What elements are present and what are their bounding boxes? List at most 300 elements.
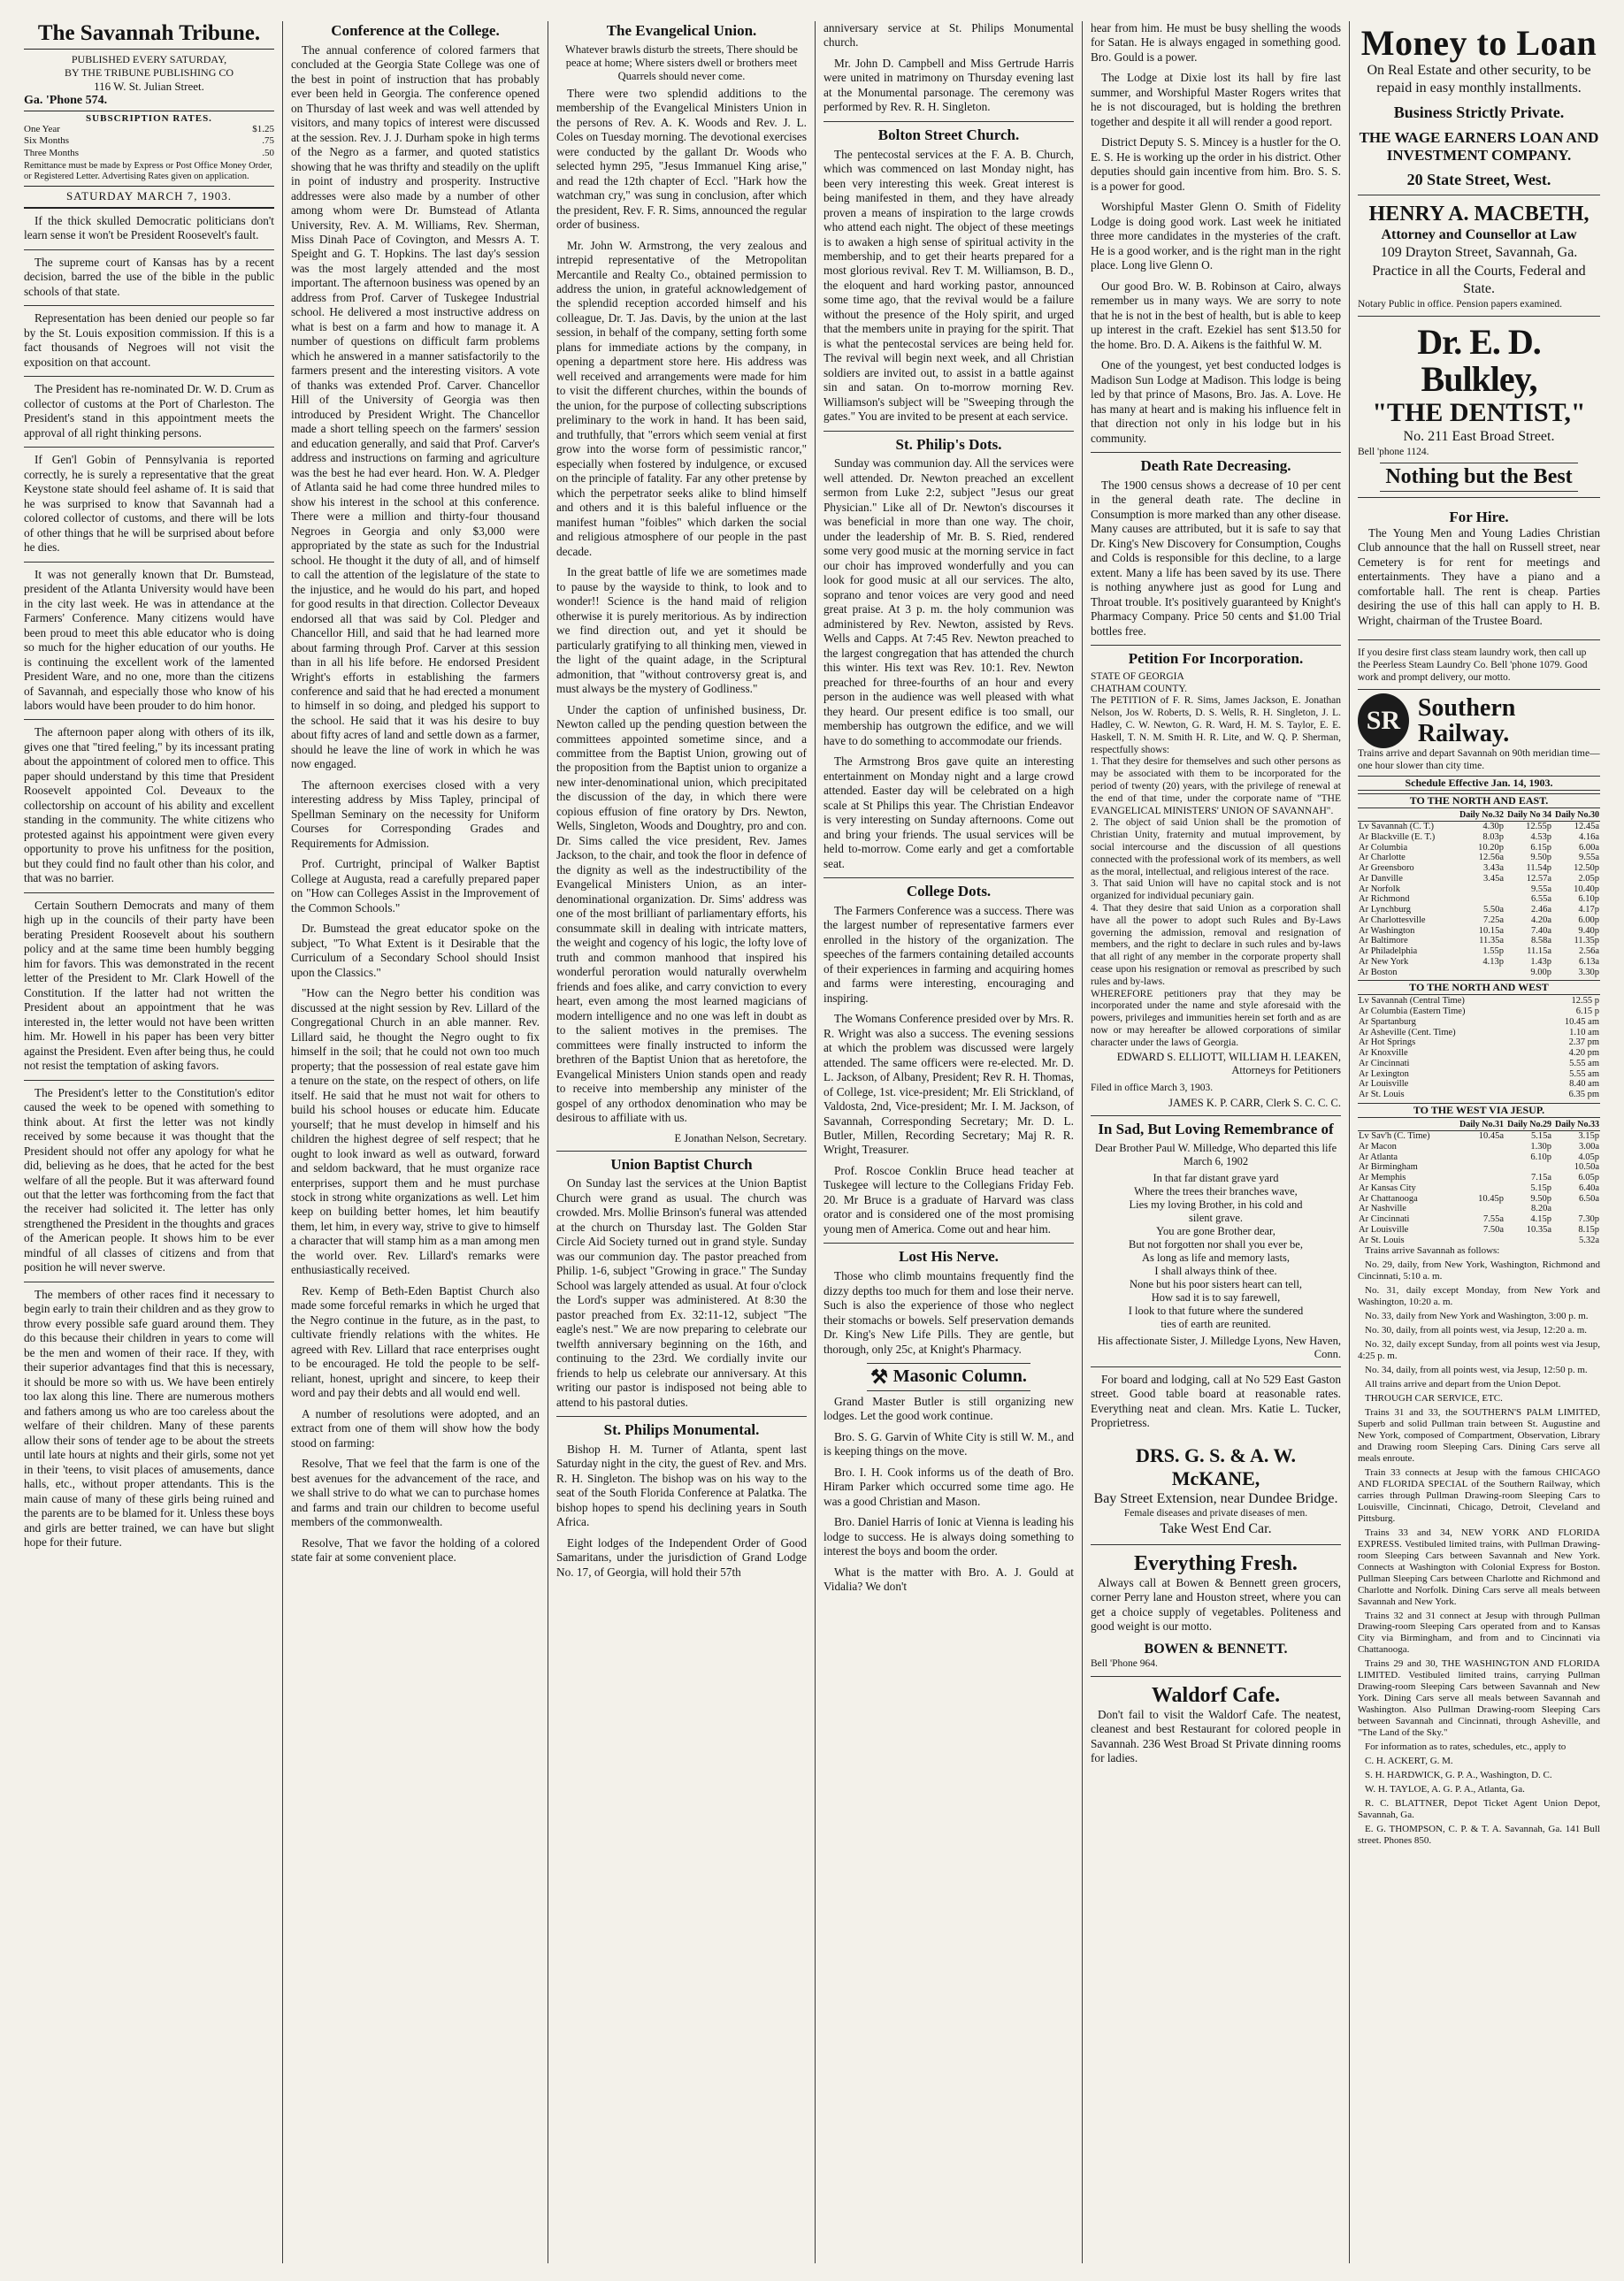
timetable-station: Ar Norfolk [1359, 884, 1400, 894]
timetable-note: R. C. BLATTNER, Depot Ticket Agent Union Depot, Savannah, Ga. [1358, 1798, 1600, 1820]
rate-row [24, 135, 274, 147]
article-heading: Lost His Nerve. [899, 1248, 999, 1266]
poem-line: But not forgotten nor shall you ever be, [1129, 1237, 1303, 1251]
railway-intro: Trains arrive and depart Savannah on 90th meridian time—one hour slower than city time. [1358, 748, 1600, 772]
article-paragraph: The Lodge at Dixie lost its hall by fire last summer, and Worshipful Master Rogers writes that he is not discouraged, but is holding the brethren together and despite it all will render a good report. [1091, 71, 1341, 128]
timetable-time: 4.16a [1578, 831, 1599, 842]
timetable-section-title: TO THE NORTH AND WEST [1358, 980, 1600, 995]
timetable-row [1358, 1048, 1600, 1059]
article-paragraph: The Womans Conference presided over by Mrs. R. R. Wright was also a success. The evening sessions at which the problem was discussed were largely attended. The same officers were re-elected. Mr. D. L. Jackson, of Albany, President; Rev R. H. Thomas, of College, 1st. vice-president; Mr. Eli Strickland, of Valdosta, 2nd, Vice-president; Mr. I. M. Jackson, of Savannah, Corresponding Secretary; Mr. D. L. Butler, Millen, Recording Secretary; Maj R. R. Wright, Treasurer. [823, 1012, 1074, 1157]
timetable-row [1358, 843, 1600, 853]
divider [823, 431, 1074, 432]
memorial-subtitle: Dear Brother Paul W. Milledge, Who departed this life March 6, 1902 [1094, 1141, 1337, 1167]
article-paragraph: One of the youngest, yet best conducted lodges is Madison Sun Lodge at Madison. This lodge is being led by that prince of Masons, Bro. Jas. A. Love. He has many at heart and is making his influence felt in that direction not only in his lodge but in his community. [1091, 358, 1341, 445]
timetable-body [1358, 996, 1600, 1100]
timetable-time [1457, 1183, 1505, 1194]
article-paragraph: What is the matter with Bro. A. J. Gould at Vidalia? We don't [823, 1565, 1074, 1594]
timetable-station: Ar Cincinnati [1359, 1058, 1410, 1068]
poem-line: In that far distant grave yard [1153, 1171, 1279, 1184]
article-paragraph: District Deputy S. S. Mincey is a hustler for the O. E. S. He is working up the order in his district. Other deputies should gain incentive from him. Bro. S. S. is a power for good. [1091, 135, 1341, 193]
divider [556, 1151, 807, 1152]
timetable-station: Ar Lexington [1359, 1068, 1409, 1079]
divider [24, 249, 274, 250]
timetable-notes [1358, 1245, 1600, 1847]
timetable-note: No. 31, daily except Monday, from New York and Washington, 10:20 a. m. [1358, 1285, 1600, 1308]
timetable-station: Ar Columbia [1359, 842, 1408, 853]
timetable-row [1358, 1059, 1600, 1069]
ad-text: Practice in all the Courts, Federal and State. [1372, 263, 1586, 297]
ad-text: If you desire first class steam laundry work, then call up the Peerless Steam Laundry Co. Bell 'phone 1079. Good work and prompt delivery, our motto. [1358, 647, 1588, 683]
timetable-station: Lv Savannah (Central Time) [1359, 996, 1465, 1007]
timetable-time: 9.55a [1530, 884, 1551, 894]
timetable-time: 7.40a [1530, 925, 1551, 936]
timetable-time: 12.50p [1574, 863, 1599, 874]
timetable-time: 1.55p [1482, 946, 1504, 957]
divider [24, 892, 274, 893]
verse: Whatever brawls disturb the streets, There should be peace at home; Where sisters dwell or brothers meet Quarrels should never come. [565, 42, 798, 82]
timetable-time: 6.55a [1530, 894, 1551, 905]
article-paragraph: There were two splendid additions to the membership of the Evangelical Ministers Union in the persons of Rev. A. K. Woods and Rev. J. L. Coles on Tuesday morning. The devotional exercises were conducted by the gallant Dr. Woods who selected hymn 295, "Jesus Immanuel King arise," and read the 12th chapter of Eccl. "Hark how the watchman cry," was sung in conclusion, after which the president, Rev. F. R. Sims, announced the regular order of business. [556, 86, 807, 232]
article-paragraph: Resolve, That we favor the holding of a colored state fair at some convenient place. [291, 1535, 540, 1565]
article-paragraph: Resolve, That we feel that the farm is one of the best avenues for the advancement of the race, and we shall strive to do what we can to purchase homes and farms and train our children to become useful members of the commonwealth. [291, 1457, 540, 1529]
rates-title: SUBSCRIPTION RATES. [24, 111, 274, 124]
ad-note: Notary Public in office. Pension papers examined. [1358, 298, 1563, 310]
timetable-time [1457, 1236, 1505, 1246]
divider [1091, 645, 1341, 646]
laundry-ad [1358, 644, 1600, 690]
timetable-time: 5.50a [1482, 905, 1504, 915]
article-paragraph: The Armstrong Bros gave quite an interesting entertainment on Monday night and a large crowd attended. Easter day will be celebrated on a high scale at St Philips this year. The Christian Endeavor is very interesting on Sunday afternoons. Come out and bring your friends. The usual services will be held to-morrow. Come early and get a comfortable seat. [823, 754, 1074, 870]
poem-line: As long as life and memory lasts, [1142, 1251, 1290, 1264]
timetable-time: 12.55 p [1571, 996, 1599, 1007]
divider [1091, 1366, 1341, 1367]
editorial-paragraph: If the thick skulled Democratic politicians don't learn sense it won't be President Roosevelt's fault. [24, 213, 274, 242]
timetable-row [1358, 1236, 1600, 1246]
timetable-time [1457, 1142, 1505, 1152]
petition-paragraph: The PETITION of F. R. Sims, James Jackson, E. Jonathan Nelson, Jos W. Roberts, D. S. Wells, R. H. Singleton, J. L. Hadley, C. W. Newton, G. R. Ward, H. M. S. Taylor, E. E. Haskell, T. N. M. Smith H. R. Lite, and W. Q. P. Sherman, respectfully shows: [1091, 695, 1341, 755]
timetable-station: Ar Cincinnati [1359, 1214, 1410, 1225]
timetable-row [1358, 1007, 1600, 1017]
legal-heading: Petition For Incorporation. [1128, 650, 1304, 668]
timetable-time: 6.10p [1578, 894, 1599, 905]
timetable-time: 10.45a [1478, 1131, 1504, 1142]
ad-line: Take West End Car. [1160, 1521, 1272, 1537]
timetable-note: No. 33, daily from New York and Washington, 3:00 p. m. [1365, 1311, 1589, 1322]
timetable-time: 10.50a [1574, 1162, 1599, 1173]
timetable-note: Trains 33 and 34, NEW YORK AND FLORIDA EXPRESS. Vestibuled limited trains, with Pullman Drawing-room Sleeping Cars between Savannah and New York. Connects at Washington with Colonial Express for Boston. Pullman Sleeping Cars between Charlotte and Richmond and Charlotte and Norfolk. Dining Cars serve all meals between Savannah and New York. [1358, 1527, 1600, 1607]
hall-for-hire-ad [1358, 501, 1600, 640]
timetable-station: Ar Boston [1359, 967, 1398, 977]
ad-title: For Hire. [1449, 508, 1509, 525]
railway-schedule [1358, 693, 1600, 1846]
timetable-row [1358, 884, 1600, 895]
rate-price: $1.25 [252, 124, 274, 135]
article-heading: College Dots. [906, 883, 992, 900]
timetable-row [1358, 946, 1600, 957]
timetable-time: 8.15p [1578, 1224, 1599, 1235]
article-heading: Death Rate Decreasing. [1140, 457, 1291, 475]
masthead-line: BY THE TRIBUNE PUBLISHING CO [64, 66, 234, 79]
article-paragraph: Bro. I. H. Cook informs us of the death of Bro. Hiram Parker which occurred some time ago. He was a good Christian and Mason. [823, 1465, 1074, 1508]
divider [823, 877, 1074, 878]
ad-title: Waldorf Cafe. [1151, 1683, 1281, 1707]
article-paragraph: Prof. Curtright, principal of Walker Baptist College at Augusta, read a carefully prepared paper on "How can Colleges Assist in the Improvement of the Common Schools." [291, 857, 540, 915]
rate-label: One Year [24, 124, 60, 135]
timetable-row [1358, 1152, 1600, 1163]
ad-title: Money to Loan [1360, 23, 1597, 63]
article-paragraph: Mr. John W. Armstrong, the very zealous and intrepid representative of the Metropolitan Mercantile and Realty Co., obtained permission to address the union, in grateful acknowledgement of the splendid reception accorded himself and his colleague, Dr. T. Jas. Davis, by the union at the last session, in behalf of the company, setting forth some plans for immediate actions by the company, in opening a department store here. His address was well received and arrangements were made for him to visit the different churches, within the bounds of the union, for the purpose of collecting subscriptions preliminary to the work in hand. It has been said, and truthfully, that "errors which seem venial at first grow into the worse form of pessimistic rancor," especially when fostered by indulgence, or excused on the principle of fatality. Far any other pretense by which the perpetrator seeks alike to blind himself and others and it is this baleful influence or the manifest human "foibles" which darken the social and religious atmosphere of our people in the past decade. [556, 238, 807, 558]
timetable-time: 1.30p [1530, 1141, 1551, 1152]
article-paragraph: "How can the Negro better his condition was discussed at the night session by Rev. Lillard of the Congregational Church in an able manner. Rev. Lillard said, he thought the Negro ought to fix himself in the soil; that he could not own too much property; that the possession of real estate gave him a tenure on the state, on the respect of others, on life itself. He said that he must not wait for others to build his school houses or educate him. Educate yourself; that he must develop in himself and his children the highest degree of self respect; that he ought to look inward as well as outward, forward and seldom backward, that he must organize race enterprises, support them and he must purchase stock in strong white organizations as well. Let him keep on building better homes, let him beautify them, let him, in every way, strive to give to himself a character that will stamp him as a man among men the world over. Rev. Lillard's remarks were enthusiastically received. [291, 986, 540, 1277]
timetable-time: 12.55p [1526, 822, 1551, 832]
timetable-time: 4.15p [1530, 1214, 1551, 1225]
timetable-note: S. H. HARDWICK, G. P. A., Washington, D. C. [1365, 1770, 1552, 1781]
timetable-time: 7.55a [1482, 1214, 1504, 1225]
ad-name: HENRY A. MACBETH, [1368, 202, 1590, 226]
poem-line: ties of earth are reunited. [1161, 1317, 1271, 1330]
memorial-poem [1091, 1172, 1341, 1331]
poem-line: How sad it is to say farewell, [1151, 1290, 1281, 1304]
article-heading: Conference at the College. [331, 22, 500, 39]
poem-line: silent grave. [1188, 1211, 1244, 1224]
timetable-station: Ar Washington [1359, 925, 1415, 936]
timetable-north-east [1358, 809, 1600, 977]
timetable-row [1358, 1162, 1600, 1173]
timetable-time: 11.54p [1526, 863, 1551, 874]
timetable-body [1358, 1131, 1600, 1246]
timetable-note: For information as to rates, schedules, etc., apply to [1365, 1741, 1567, 1753]
timetable-time: 9.55a [1578, 853, 1599, 863]
timetable-station: Ar Knoxville [1359, 1048, 1408, 1059]
article-paragraph: anniversary service at St. Philips Monumental church. [823, 21, 1074, 50]
timetable-row [1358, 1069, 1600, 1080]
column-6 [1350, 21, 1608, 2263]
column-3 [548, 21, 816, 2263]
waldorf-ad [1091, 1680, 1341, 1778]
masthead-line: PUBLISHED EVERY SATURDAY, [71, 53, 227, 65]
timetable-station: Ar Philadelphia [1359, 946, 1418, 957]
article-paragraph: Prof. Roscoe Conklin Bruce head teacher at Tuskegee will lecture to the Collegians Friday Feb. 20. Mr Bruce is a graduate of Harvard was class orator and is considered one of the most promising young men of America. Come out and hear him. [823, 1163, 1074, 1236]
divider [24, 376, 274, 377]
article-heading: Bolton Street Church. [877, 126, 1020, 143]
timetable-time: 8.20a [1530, 1204, 1551, 1214]
timetable-time: 12.45a [1574, 822, 1599, 832]
timetable-time: 5.15a [1530, 1131, 1551, 1142]
timetable-row [1358, 822, 1600, 832]
timetable-time: 6.10p [1530, 1152, 1551, 1162]
rate-price: .50 [262, 147, 274, 158]
ad-address: 20 State Street, West. [1406, 170, 1551, 188]
timetable-time: 10.15a [1478, 925, 1504, 936]
timetable-time: 9.50p [1530, 1193, 1551, 1204]
timetable-time: 2.56a [1578, 946, 1599, 957]
timetable-station: Ar Memphis [1359, 1173, 1406, 1183]
timetable-station: Ar Nashville [1359, 1204, 1406, 1214]
timetable-time: 6.35 pm [1568, 1090, 1599, 1100]
timetable-section-title: TO THE NORTH AND EAST. [1358, 793, 1600, 808]
timetable-station: Ar Louisville [1359, 1079, 1409, 1090]
divider [556, 1416, 807, 1417]
column-5 [1083, 21, 1350, 2263]
timetable-col-header: Daily No 34 [1505, 809, 1552, 822]
divider [1091, 452, 1341, 453]
masthead-phone: Ga. 'Phone 574. [24, 94, 108, 108]
dentist-ad [1358, 320, 1600, 497]
petition-filed: Filed in office March 3, 1903. [1091, 1083, 1214, 1094]
petition-state: STATE OF GEORGIA [1091, 670, 1184, 682]
timetable-time: 4.20a [1530, 915, 1551, 925]
article-paragraph: The 1900 census shows a decrease of 10 per cent in the general death rate. The decline in Consumption is more marked than any other disease. Many causes are attributed, but it is safe to say that Dr. King's New Discovery for Consumption, Coughs and Colds is responsible for this decline, to a large extent. Many a life has been saved by its use. There is nothing anywhere just as good for Lung and Throat trouble. It's positively guaranteed by Knight's Pharmacy Company. Price 50 cents and $1.00 Trial bottles free. [1091, 478, 1341, 638]
timetable-row [1358, 915, 1600, 926]
timetable-time: 3.30p [1578, 967, 1599, 977]
article-paragraph: Those who climb mountains frequently find the dizzy depths too much for them and lose their nerve. Such is also the experience of those who neglect their stomachs or bowels. Self preservation demands Dr. King's New Life Pills. They are gentle, but thorough, only 25c, at Knight's Pharmacy. [823, 1269, 1074, 1356]
ad-address: No. 211 East Broad Street. [1403, 429, 1555, 445]
timetable-time: 4.17p [1578, 905, 1599, 915]
petition-paragraph: 3. That said Union will have no capital stock and is not organized for individual pecuniary gain. [1091, 878, 1341, 902]
timetable-section-title: TO THE WEST VIA JESUP. [1358, 1103, 1600, 1118]
timetable-time: 3.43a [1482, 863, 1504, 874]
timetable-station: Lv Sav'h (C. Time) [1359, 1131, 1430, 1142]
editorial-paragraph: Representation has been denied our people so far by the St. Louis exposition commission. If this is a fact thousands of Negroes will not visit the exposition on that account. [24, 311, 274, 369]
divider [823, 1243, 1074, 1244]
timetable-station: Ar St. Louis [1359, 1235, 1405, 1245]
timetable-row [1358, 957, 1600, 968]
article-paragraph: Under the caption of unfinished business, Dr. Newton called up the pending question between the committees appointed sometime since, and a committee from the Baptist Union, growing out of the proposition from the Baptist union to organize a new inter-denominational union, which precipitated the discussion of the day, in which there were copious effusion of fine oratory by Drs. Newton, Wells, Singleton, Woods and Doughtry, pro and con. Dr. Sims called the vice president, Rev. James Jackson, to the chair, and took the floor in defence of the dignity as well as the indestructibility of the Evangelical Ministers Union, as an inter-denominational organization. Dr. Sims' address was one of the most brilliant of parliamentary efforts, his consummate skill in dealing with intricate matters, the weight and cogency of his logic, the lofty love of truth and common manhood that inspired his wonderful peroration would naturally overwhelm friends and foes alike, and carry conviction to every heart, even among the most learned magicians of modern intelligence and no one was left in doubt as to the salient motives in the premises. The committees were finally instructed to inform the brethren of the Baptist Union that as heretofore, the Evangelical Ministers Union stands open and ready to receive into membership any minister of the gospel of any orthodox denomination who may be desirous to affiliate with us. [556, 702, 807, 1125]
timetable-time: 12.56a [1478, 853, 1504, 863]
timetable-time: 2.37 pm [1568, 1037, 1599, 1048]
timetable-note: E. G. THOMPSON, C. P. & T. A. Savannah, Ga. 141 Bull street. Phones 850. [1358, 1823, 1600, 1846]
southern-railway-logo-icon: SR [1358, 693, 1409, 748]
rates-list [24, 124, 274, 159]
timetable-time [1457, 968, 1505, 978]
timetable-station: Ar Greensboro [1359, 863, 1414, 874]
timetable-time: 10.45 am [1564, 1016, 1599, 1027]
article-heading: St. Philip's Dots. [895, 435, 1002, 453]
ad-line: Bay Street Extension, near Dundee Bridge. [1093, 1490, 1338, 1506]
railway-name: Southern Railway. [1417, 694, 1516, 748]
board-ad: For board and lodging, call at No 529 East Gaston street. Good table board at reasonable rates. Everything neat and clean. Mrs. Katie L. Tucker, Proprietress. [1091, 1372, 1341, 1430]
divider [24, 562, 274, 563]
timetable-time: 11.35p [1574, 936, 1599, 946]
article-heading: St. Philips Monumental. [603, 1421, 760, 1439]
rate-price: .75 [262, 135, 274, 147]
timetable-time: 7.25a [1482, 915, 1504, 925]
timetable-station: Ar St. Louis [1359, 1090, 1405, 1100]
timetable-time: 8.40 am [1569, 1079, 1599, 1090]
editorial-paragraph: The members of other races find it necessary to begin early to train their children and as they grow to throw every possible safe guard around them. They do this because their children in years to come will be the men and women of their race. If they, with their superior advantages find that this is necessary, it should be more so with us. We have been entirely too lax along this line. There are numerous mothers and fathers among us who are too careless about the welfare of their children. Many of these parents allow their sons of tender age to be about the streets until late hours at nights and their girls, some not yet in their 'teens, to visit places of amusements, dance halls, etc., without proper attendants. This is the main cause of many of these girls being ruined and the parents are to be blamed for it. Unless these boys and girls are better trained, we can have but slight hope for their future. [24, 1287, 274, 1550]
timetable-body [1358, 822, 1600, 978]
ad-phone: Bell 'phone 1124. [1358, 446, 1429, 457]
timetable-time [1457, 884, 1505, 895]
ad-company: THE WAGE EARNERS LOAN AND INVESTMENT COMPANY. [1359, 128, 1599, 165]
timetable-row [1358, 1183, 1600, 1194]
article-paragraph: Sunday was communion day. All the services were well attended. Dr. Newton preached an excellent sermon from Luke 2:2, subject "Jesus our great Physician." Like all of Dr. Newton's discourses it was beneficial in more than one way. The choir, under the leadership of Mr. B. S. Ried, rendered some very good music at the morning service in fact our choir has improved wonderfully and you can look for good music at all our services. The alto, soprano and tenor voices are very good and need great praise. At 3 p. m. the holy communion was administered by Rev. Newton, assisted by Revs. Wells and Capps. At 7:45 Rev. Newton preached to the largest congregation that has attended the church this winter. His text was Rev. 10:1. Rev. Newton preached for three-fourths of an hour and every person in the audience was well pleased with what they heard. Our present edifice is too small, our membership has outgrown the edifice, and we will have to do something to accommodate our friends. [823, 456, 1074, 747]
timetable-note: C. H. ACKERT, G. M. [1365, 1756, 1453, 1767]
timetable-time: 4.20 pm [1568, 1048, 1599, 1059]
column-container [16, 21, 1608, 2263]
compass-square-icon: ⚒ [870, 1365, 888, 1388]
article-paragraph: The annual conference of colored farmers that concluded at the Georgia State College was one of the best in point of instruction that has probably ever been held in Georgia. The conference opened on Thursday of last week and was well attended by visitors, and many topics of interest were discussed at the session. Rev. J. J. Durham spoke in high terms of the Negro as a farmer, and quoted statistics showing that he was thrifty and steadily on the uplift in point of industry and prosperity. Instructive addresses were also made by a number of other among whom were Dr. Bumstead of Atlanta University, Rev. A. M. Williams, Rev. Sherman, Miss Dinah Pace of Covington, and Messrs A. T. Speight and G. T. Hopkins. The last day's session was the most largely attended and the most important. The afternoon business was opened by an address from Prof. Carver of Tuskegee Industrial school. He delivered a most instructive address on what is best on a farm and how to manage it. A number of questions on difficult farm problems which he answered in a manner satisfactorily to the farmers present and the interesting visitors. A vote of thanks was extended Prof. Carver. Chancellor Hill of the University of Georgia was then introduced by President Wright. The Chancellor made a short telling speech on the farmers' session and education generally, and said that Prof. Carver's address and instructions on farming and agriculture was the best he had ever heard. Hon. W. A. Pledger of Atlanta said he had come three hundred miles to show his interest in the school at this conference. There were a million and thirty-four thousand Negroes in Georgia and only $3,000 were appropriated by the state as such for the Industrial school. He thought it the duty of all, and of himself to call the attention of the legislature of the state to the injustice, and he would do his part, and hoped for good results in that direction. Collector Deveaux endorsed all that was said by Col. Pledger and Chancellor Hill, and said that he had learned more about farming through Prof. Carver at this session than in all his life before. He endorsed President Wright's efforts in establishing the farmers conference and said that he had erected a monument to himself in so doing, and pledged his support to the school. He said that it was his desire to buy about fifty acres of land and settle down as a farmer, should he leave the line of work in which he was now engaged. [291, 42, 540, 771]
editorial-paragraph: The President's letter to the Constitution's editor caused the week to be opened with something to think about. At first the letter was not kindly received by some because it was thought that the President should not offer any apology for what he did, believing as he does, that he acted for the best welfare of all the people. But it was afterward found out that the letter was forthcoming from the fact that the receiver had solicited it. The letter has only strengthened the President in the thoughts and graces of the American people. It shows him to be ever mindful of all classes of citizens and from that position he will never swerve. [24, 1085, 274, 1274]
ad-small: Female diseases and private diseases of men. [1123, 1508, 1308, 1519]
ad-address: 109 Drayton Street, Savannah, Ga. [1380, 245, 1578, 261]
divider [24, 1080, 274, 1081]
timetable-note: Train 33 connects at Jesup with the famous CHICAGO AND FLORIDA SPECIAL of the Southern Railway, which carries through Pullman Drawing-room Sleeping Cars to Louisville, Cincinnati, Chicago, Detroit, Cleveland and Pittsburg. [1358, 1466, 1600, 1524]
timetable-north-west [1358, 996, 1600, 1100]
signature: E Jonathan Nelson, Secretary. [674, 1131, 807, 1144]
timetable-row [1358, 1131, 1600, 1142]
schedule-effective: Schedule Effective Jan. 14, 1903. [1358, 776, 1600, 791]
article-paragraph: On Sunday last the services at the Union Baptist Church were grand as usual. The church was crowded. Mrs. Mollie Brinson's funeral was attended at the church on Thursday last. The Golden Star Circle Aid Society turned out in grand style. Sunday was our communion day. The pastor preached from Philip. 1-6, subject "Growing in grace." The Sunday School was largely attended as usual. At four o'clock the Lord's supper was administered. At 8:30 the pastor preached from Ex. 32:11-12, subject "The eagle's nest." We are now preparing to celebrate our twelfth anniversary beginning on the 16th, and continuing to the 23rd. We cordially invite our friends to help us celebrate our anniversary. At this writing our pastor is indisposed not being able to attend to his pastoral duties. [556, 1176, 807, 1409]
memorial-heading: In Sad, But Loving Remembrance of [1098, 1121, 1334, 1138]
timetable-station: Ar Baltimore [1359, 936, 1408, 946]
ad-title: Attorney and Counsellor at Law [1381, 226, 1577, 242]
poem-line: You are gone Brother dear, [1156, 1224, 1275, 1237]
timetable-time [1457, 1152, 1505, 1163]
rate-label: Three Months [24, 147, 80, 158]
timetable-row [1358, 863, 1600, 874]
article-paragraph: The pentecostal services at the F. A. B. Church, which was commenced on last Monday night, has been very interesting this week. Great interest is being manifested in them, and they have already proven a means of inspiration to the large crowds who attend each night. The object of these meetings is to awaken a high sense of spiritual activity in the membership, and to get their hearts prepared for a most glorious revival. Rev T. M. Williamson, B. D., the eloquent and hard working pastor, announced some time ago, that the revival would be a failure without the presence of the Holy spirit, and urged that the members unite in praying for the spirit. That is what the pentecostal services are being held for. The revival will begin next week, and all Christian soldiers are invited out, to assist in a battle against sin and satan. On to-morrow morning Rev. Williamson's subject will be "Sweeping through the gates." You are invited to be present at each service. [823, 147, 1074, 424]
poem-line: I look to that future where the sundered [1128, 1304, 1304, 1317]
timetable-time: 6.00a [1578, 842, 1599, 853]
timetable-time [1457, 1162, 1505, 1173]
divider [1091, 1115, 1341, 1116]
ad-line: BOWEN & BENNETT. [1144, 1641, 1288, 1657]
timetable-note: Trains 32 and 31 connect at Jesup with through Pullman Drawing-room Sleeping Cars operated from and to Kansas City via Birmingham, and from and to Cincinnati via Chattanooga. [1358, 1610, 1600, 1656]
timetable-station: Ar Lynchburg [1359, 905, 1412, 915]
divider [823, 121, 1074, 122]
timetable-station: Ar Blackville (E. T.) [1359, 831, 1436, 842]
timetable-station: Ar Spartanburg [1359, 1016, 1416, 1027]
poem-line: I shall always think of thee. [1154, 1264, 1277, 1277]
timetable-header-row [1358, 1119, 1600, 1131]
timetable-row [1358, 968, 1600, 978]
divider [24, 447, 274, 448]
article-paragraph: Eight lodges of the Independent Order of Good Samaritans, under the jurisdiction of Grand Lodge No. 17, of Georgia, will hold their 57th [556, 1535, 807, 1579]
timetable-time: 3.45a [1482, 873, 1504, 884]
article-paragraph: The Farmers Conference was a success. There was the largest number of representative farmers ever enrolled in the history of the organization. The speeches of the farmers containing detailed accounts of their experiences in farming and acquiring homes and farms were interesting, encouraging and inspiring. [823, 903, 1074, 1005]
timetable-station: Ar Danville [1359, 873, 1403, 884]
railway-header [1358, 693, 1600, 748]
signature: His affectionate Sister, J. Milledge Lyons, New Haven, Conn. [1097, 1334, 1341, 1360]
article-paragraph: Our good Bro. W. B. Robinson at Cairo, always remember us in many ways. We are sorry to note that he is not in the best of health, but is able to keep up interest in the craft. Ezekiel has sent $13.50 for the home. Bro. D. A. Aikens is the faithful W. M. [1091, 279, 1341, 351]
article-paragraph: The afternoon exercises closed with a very interesting address by Miss Tapley, principal of Spellman Seminary on the necessity for Uniform Courses for Corresponding Grades and Requirements for Admission. [291, 777, 540, 850]
timetable-time [1457, 894, 1505, 905]
issue-date: SATURDAY MARCH 7, 1903. [24, 186, 274, 203]
timetable-time: 4.30p [1482, 822, 1504, 832]
editorial-paragraph: The supreme court of Kansas has by a recent decision, barred the use of the bible in the public schools of that state. [24, 255, 274, 298]
timetable-station: Ar Macon [1359, 1141, 1397, 1152]
ad-title: Everything Fresh. [1134, 1551, 1298, 1575]
timetable-time: 1.43p [1530, 956, 1551, 967]
timetable-col-header: Daily No.32 [1457, 809, 1505, 822]
ad-text: Don't fail to visit the Waldorf Cafe. The neatest, cleanest and best Restaurant for colored people in Savannah. 236 West Broad St Private dinning rooms for ladies. [1091, 1707, 1341, 1765]
ad-text: Always call at Bowen & Bennett green grocers, corner Perry lane and Houston street, where you can get a choice supply of vegetables. Politeness and good weight is our motto. [1091, 1575, 1341, 1634]
timetable-row [1358, 1037, 1600, 1048]
petition-paragraph: 2. The object of said Union shall be the promotion of Christian Unity, fraternity and mutual improvement, by social intercourse and the discussion of all questions connected with the professional work of its members, as well as the moral, intellectual, and religious interest of the race. [1091, 817, 1341, 877]
petition-county: CHATHAM COUNTY. [1091, 683, 1188, 694]
editorial-paragraph: Certain Southern Democrats and many of them high up in the councils of their party have been berating President Roosevelt about his southern policy and at the same time been humbly begging him for favors. This was demonstrated in the recent letter of the President to Mr. Clark Howell of the Constitution. If the latter had not written the President about an appointment that he was interested in, the letter would not have been written him. Mr. Howell in his paper has been very bitter against the President. Even after being thus, he could not resist the temptation of asking favors. [24, 898, 274, 1073]
rate-row [24, 124, 274, 135]
timetable-row [1358, 1142, 1600, 1152]
timetable-time: 10.20p [1478, 842, 1504, 853]
mckane-ad [1091, 1437, 1341, 1545]
timetable-time: 5.32a [1578, 1235, 1599, 1245]
timetable-station: Ar Louisville [1359, 1224, 1409, 1235]
timetable-west-jesup [1358, 1119, 1600, 1245]
timetable-station: Ar New York [1359, 956, 1409, 967]
timetable-time: 8.58a [1530, 936, 1551, 946]
timetable-row [1358, 996, 1600, 1007]
column-1 [16, 21, 283, 2263]
timetable-note: Trains arrive Savannah as follows: [1365, 1245, 1500, 1257]
ad-name: Dr. E. D. Bulkley, [1417, 322, 1541, 400]
timetable-station: Lv Savannah (C. T.) [1359, 822, 1435, 832]
divider [24, 719, 274, 720]
timetable-time: 11.15a [1527, 946, 1551, 957]
timetable-time: 10.35a [1526, 1224, 1551, 1235]
article-heading: Union Baptist Church [610, 1155, 753, 1173]
rate-note: Remittance must be made by Express or Post Office Money Order, or Registered Letter. Advertising Rates given on application. [24, 160, 272, 181]
article-paragraph: A number of resolutions were adopted, and an extract from one of them will show how the body stood on farming: [291, 1406, 540, 1450]
timetable-row [1358, 832, 1600, 843]
timetable-time: 7.50a [1482, 1224, 1504, 1235]
timetable-note: W. H. TAYLOE, A. G. P. A., Atlanta, Ga. [1365, 1784, 1525, 1795]
timetable-time [1552, 1204, 1600, 1214]
timetable-col-header: Daily No.30 [1552, 809, 1600, 822]
timetable-time: 7.30p [1578, 1214, 1599, 1225]
timetable-station: Ar Charlottesville [1359, 915, 1426, 925]
timetable-time: 6.50a [1578, 1193, 1599, 1204]
timetable-note: No. 32, daily except Sunday, from all points west via Jesup, 4:25 p. m. [1358, 1339, 1600, 1362]
article-paragraph: Rev. Kemp of Beth-Eden Baptist Church also made some forceful remarks in which he urged that the Negro continue in the future, as in the past, to cultivate friendly relations with the whites. He agreed with Rev. Lillard that race enterprises ought to be encouraged. He told the people to be self-reliant, honest, upright and sincere, to keep their word and pay their debts and all would end well. [291, 1283, 540, 1400]
masonic-header [823, 1363, 1074, 1391]
timetable-time: 5.15p [1530, 1183, 1551, 1193]
timetable-time: 3.15p [1578, 1131, 1599, 1142]
editorial-paragraph: If Gen'l Gobin of Pennsylvania is reported correctly, he is surely a representative that the great Keystone state should feel ashame of. It is said that he was surprised to know that Savannah had a colored collector of customs, and there will be lots of other things that he will be surprised about before he dies. [24, 453, 274, 555]
timetable-row [1358, 905, 1600, 915]
timetable-row [1358, 936, 1600, 946]
ad-title: "THE DENTIST," [1372, 398, 1586, 428]
timetable-row [1358, 1090, 1600, 1100]
article-paragraph: Bro. Daniel Harris of Ionic at Vienna is leading his lodge to success. He is always doing something to interest the boys and boom the order. [823, 1515, 1074, 1558]
timetable-note: No. 30, daily, from all points west, via Jesup, 12:20 a. m. [1365, 1325, 1588, 1336]
article-paragraph: hear from him. He must be busy shelling the woods for Satan. He is always engaged in something good. Bro. Gould is a power. [1091, 21, 1341, 64]
grocer-ad [1091, 1549, 1341, 1677]
timetable-time: 2.05p [1578, 873, 1599, 884]
rate-label: Six Months [24, 135, 70, 147]
article-paragraph: In the great battle of life we are sometimes made to pause by the wayside to think, to look and to wonder!! Science is the hand maid of religion otherwise it is purely meritorious. As by indirection we find direction out, and yet it should be particularly gratifying to all thinking men, viewed in the light of the quaint adage, in the Scriptural admonition, that "without controversy great is, and must always be the mystery of Godliness." [556, 565, 807, 696]
editorial-paragraph: The afternoon paper along with others of its ilk, gives one that "tired feeling," by its incessant prating about the appointment of colored men to office. This paper should understand by this time that President Roosevelt appointed Col. Deveaux to the collectorship on account of his ability and excellent standing in the community. The white citizens who protested against his appointment were given every opportunity to prove his unfitness for the position, but they could find no fault other than his color, and that was no barrier. [24, 725, 274, 885]
ad-title: DRS. G. S. & A. W. McKANE, [1136, 1443, 1296, 1489]
ad-text: On Real Estate and other security, to be repaid in easy monthly installments. [1367, 63, 1591, 96]
timetable-row [1358, 1017, 1600, 1028]
timetable-time: 3.00a [1578, 1141, 1599, 1152]
timetable-row [1358, 894, 1600, 905]
ad-slogan: Nothing but the Best [1380, 463, 1577, 492]
divider [24, 305, 274, 306]
timetable-time: 6.00p [1578, 915, 1599, 925]
timetable-time: 5.55 am [1569, 1058, 1599, 1068]
timetable-note: No. 29, daily, from New York, Washington, Richmond and Cincinnati, 5:10 a. m. [1358, 1259, 1600, 1282]
article-paragraph: Bishop H. M. Turner of Atlanta, spent last Saturday night in the city, the guest of Rev. and Mrs. R. H. Singleton. The bishop was on his way to the seat of the South Florida Conference at Palatka. The bishop hopes to spend his declining years in South Africa. [556, 1442, 807, 1529]
attorney-ad [1358, 199, 1600, 318]
column-4 [816, 21, 1083, 2263]
column-2 [283, 21, 548, 2263]
timetable-time: 2.46a [1530, 905, 1551, 915]
timetable-col-header: Daily No.29 [1505, 1119, 1552, 1131]
timetable-time [1505, 1162, 1552, 1173]
